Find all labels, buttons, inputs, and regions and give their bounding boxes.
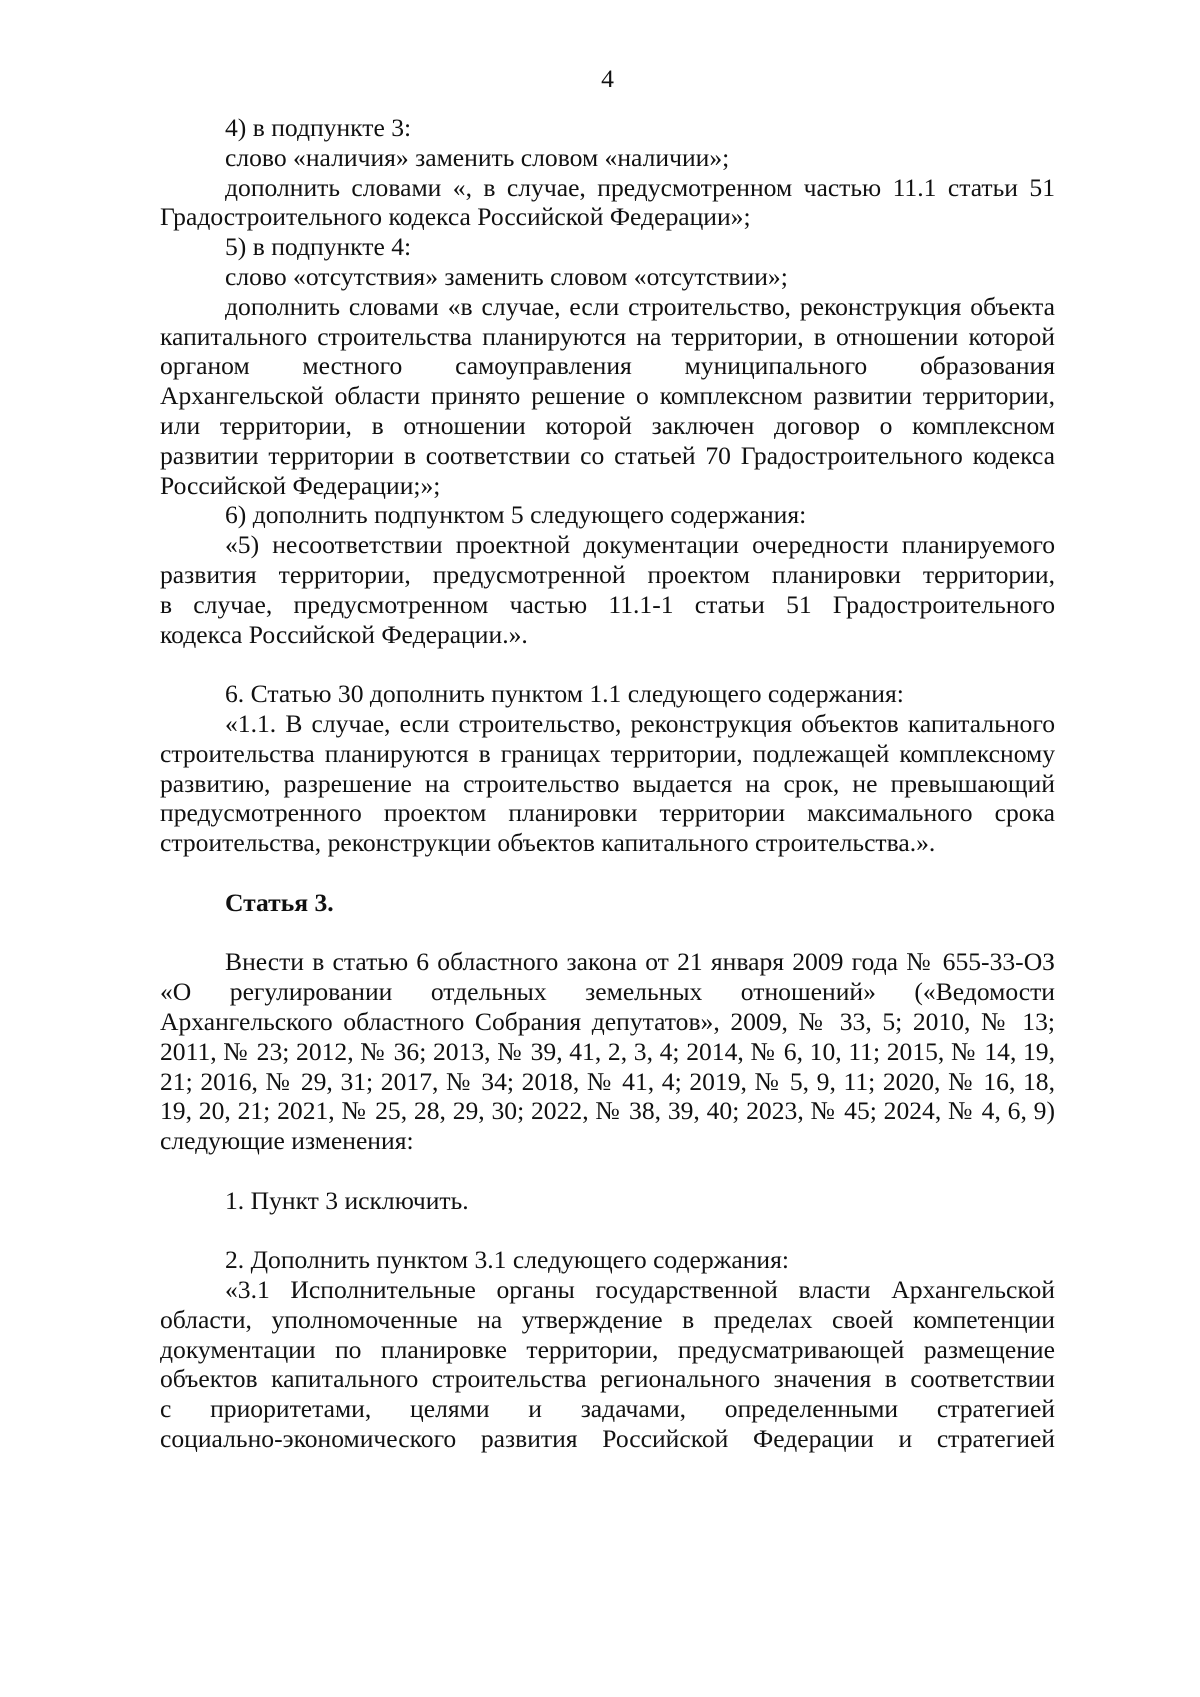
text-line: следующие изменения:: [160, 1126, 414, 1156]
text-line: Внести в статью 6 областного закона от 21 января 2009 года № 655-33-ОЗ: [225, 947, 1055, 977]
text-line: 2. Дополнить пунктом 3.1 следующего содержания:: [225, 1245, 789, 1275]
text-line: дополнить словами «, в случае, предусмотренном частью 11.1 статьи 51: [225, 172, 1055, 202]
text-line: 6. Статью 30 дополнить пунктом 1.1 следующего содержания:: [225, 679, 904, 709]
text-line: дополнить словами «в случае, если строительство, реконструкция объекта: [225, 291, 1055, 321]
text-line: в случае, предусмотренном частью 11.1-1 статьи 51 Градостроительного: [160, 589, 1055, 619]
text-line: «1.1. В случае, если строительство, реконструкция объектов капитального: [225, 708, 1055, 738]
text-line: области, уполномоченные на утверждение в пределах своей компетенции: [160, 1304, 1055, 1334]
text-line: «3.1 Исполнительные органы государственной власти Архангельской: [225, 1275, 1055, 1305]
blank-line: [160, 1215, 1055, 1245]
paragraph: [160, 1275, 1055, 1454]
text-line: Архангельской области принято решение о комплексном развитии территории,: [160, 381, 1055, 411]
text-line: «5) несоответствии проектной документации очередности планируемого: [225, 530, 1055, 560]
paragraph: [160, 232, 1055, 262]
article-heading: Статья 3.: [225, 887, 334, 917]
text-line: кодекса Российской Федерации.».: [160, 619, 528, 649]
document-body: [160, 113, 1055, 1454]
blank-line: [160, 918, 1055, 948]
text-line: объектов капитального строительства регионального значения в соответствии: [160, 1364, 1055, 1394]
text-line: строительства, реконструкции объектов капитального строительства.».: [160, 828, 936, 858]
text-line: 4) в подпункте 3:: [225, 113, 412, 142]
text-line: 2011, № 23; 2012, № 36; 2013, № 39, 41, 2, 3, 4; 2014, № 6, 10, 11; 2015, № 14, 19,: [160, 1036, 1055, 1066]
text-line: Градостроительного кодекса Российской Федерации»;: [160, 202, 751, 232]
text-line: органом местного самоуправления муниципального образования: [160, 351, 1055, 381]
text-line: строительства планируются в границах территории, подлежащей комплексному: [160, 738, 1055, 768]
text-line: слово «отсутствия» заменить словом «отсутствии»;: [225, 261, 788, 291]
text-line: социально-экономического развития Российской Федерации и стратегией: [160, 1424, 1055, 1454]
text-line: «О регулировании отдельных земельных отношений» («Ведомости: [160, 977, 1055, 1007]
text-line: 1. Пункт 3 исключить.: [225, 1185, 469, 1215]
text-line: развитию, разрешение на строительство выдается на срок, не превышающий: [160, 768, 1055, 798]
paragraph: [160, 500, 1055, 530]
paragraph: [160, 679, 1055, 709]
paragraph: [160, 947, 1055, 1156]
paragraph: [160, 173, 1055, 233]
paragraph: [160, 1186, 1055, 1216]
text-line: слово «наличия» заменить словом «наличии»;: [225, 142, 730, 172]
blank-line: [160, 1156, 1055, 1186]
page-number: 4: [601, 64, 614, 93]
text-line: развития территории, предусмотренной проектом планировки территории,: [160, 559, 1055, 589]
blank-line: [160, 649, 1055, 679]
text-line: с приоритетами, целями и задачами, определенными стратегией: [160, 1394, 1055, 1424]
text-line: 6) дополнить подпунктом 5 следующего содержания:: [225, 500, 807, 530]
text-line: Российской Федерации;»;: [160, 470, 441, 500]
text-line: предусмотренного проектом планировки территории максимального срока: [160, 798, 1055, 828]
text-line: 19, 20, 21; 2021, № 25, 28, 29, 30; 2022, № 38, 39, 40; 2023, № 45; 2024, № 4, 6, 9): [160, 1096, 1055, 1126]
paragraph: [160, 143, 1055, 173]
text-line: документации по планировке территории, предусматривающей размещение: [160, 1334, 1055, 1364]
paragraph: [160, 262, 1055, 292]
paragraph: [160, 1245, 1055, 1275]
text-line: 21; 2016, № 29, 31; 2017, № 34; 2018, № 41, 4; 2019, № 5, 9, 11; 2020, № 16, 18,: [160, 1066, 1055, 1096]
text-line: Архангельского областного Собрания депутатов», 2009, № 33, 5; 2010, № 13;: [160, 1006, 1055, 1036]
paragraph: [160, 530, 1055, 649]
text-line: или территории, в отношении которой заключен договор о комплексном: [160, 410, 1055, 440]
paragraph: [160, 709, 1055, 858]
text-line: 5) в подпункте 4:: [225, 232, 412, 262]
text-line: развитии территории в соответствии со статьей 70 Градостроительного кодекса: [160, 440, 1055, 470]
paragraph: [160, 113, 1055, 143]
paragraph: [160, 292, 1055, 501]
text-line: капитального строительства планируются на территории, в отношении которой: [160, 321, 1055, 351]
blank-line: [160, 858, 1055, 888]
